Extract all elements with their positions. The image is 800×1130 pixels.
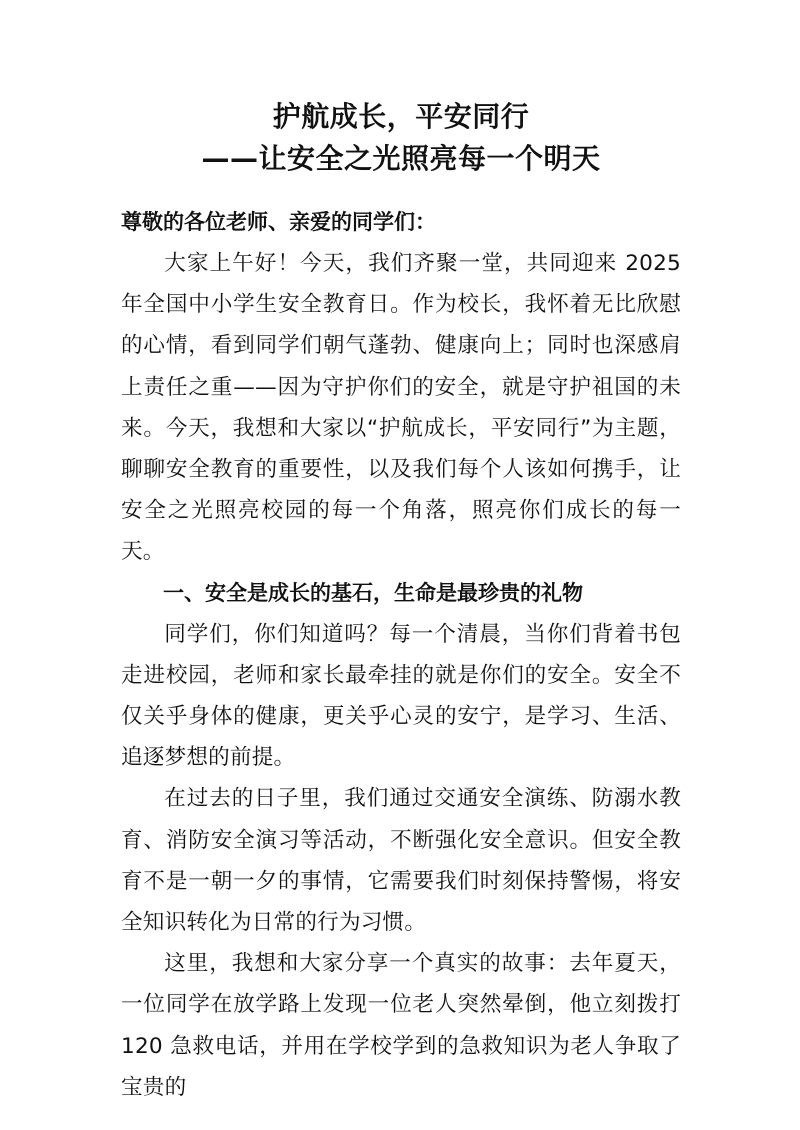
section-paragraph: 同学们，你们知道吗？每一个清晨，当你们背着书包走进校园，老师和家长最牵挂的就是你们的安全。安全不仅关乎身体的健康，更关乎心灵的安宁，是学习、生活、追逐梦想的前提。 xyxy=(121,621,681,771)
intro-paragraph: 大家上午好！今天，我们齐聚一堂，共同迎来 2025 年全国中小学生安全教育日。作为校长，我怀着无比欣慰的心情，看到同学们朝气蓬勃、健康向上；同时也深感肩上责任之重——因为守护你们的安全，就是守护祖国的未来。今天，我想和大家以“护航成长，平安同行”为主题，聊聊安全教育的重要性，以及我们每个人该如何携手，让安全之光照亮校园的每一个角落，照亮你们成长的每一天。 xyxy=(121,251,681,565)
document-page xyxy=(121,96,681,1108)
section-paragraph: 在过去的日子里，我们通过交通安全演练、防溺水教育、消防安全演习等活动，不断强化安全意识。但安全教育不是一朝一夕的事情，它需要我们时刻保持警惕，将安全知识转化为日常的行为习惯。 xyxy=(121,786,681,936)
salutation: 尊敬的各位老师、亲爱的同学们： xyxy=(121,210,436,234)
section-heading: 一、安全是成长的基石，生命是最珍贵的礼物 xyxy=(163,580,583,605)
document-subtitle: ——让安全之光照亮每一个明天 xyxy=(201,142,601,175)
section-1 xyxy=(121,573,681,1108)
document-title: 护航成长，平安同行 xyxy=(272,100,530,133)
section-paragraph: 这里，我想和大家分享一个真实的故事：去年夏天，一位同学在放学路上发现一位老人突然晕倒，他立刻拨打 120 急救电话，并用在学校学到的急救知识为老人争取了宝贵的 xyxy=(121,951,681,1100)
title-block xyxy=(101,96,701,180)
